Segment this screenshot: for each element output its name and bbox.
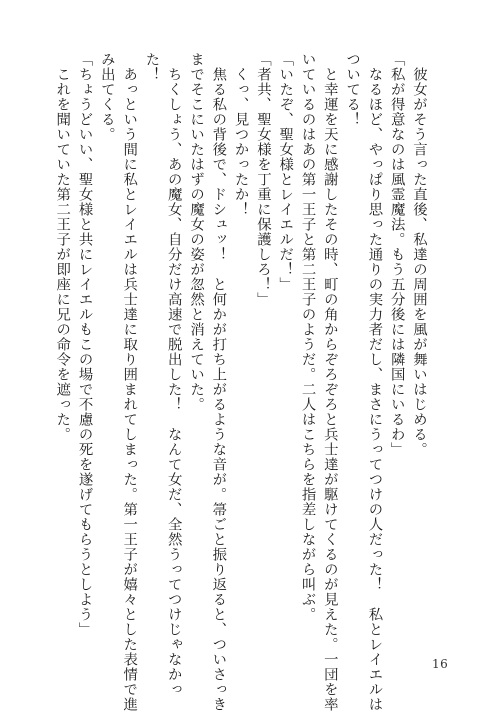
text-line: と幸運を天に感謝したその時、町の角からぞろぞろと兵士達が駆けてくるのが見えた。一団を率 [321,52,338,712]
text-line: くっ、見つかったか！ [232,52,249,217]
vertical-text-body [51,52,430,712]
page-number: 16 [432,657,449,671]
text-line: 彼女がそう言った直後、私達の周囲を風が舞いはじめる。 [411,52,427,457]
text-line: あっという間に私とレイエルは兵士達に取り囲まれてしまった。第一王子が嬉々とした表情で進 [121,52,138,712]
text-line: までそこにいたはずの魔女の姿が忽然と消えていた。 [188,52,205,412]
text-line: いているのはあの第一王子と第二王子のようだ。二人はこちらを指差しながら叫ぶ。 [299,52,316,622]
text-line: 焦る私の背後で、ドシュッ！ と何かが打ち上がるような音が。箒ごと振り返ると、ついさっき [210,52,227,712]
text-line: ついてる！ [344,52,361,127]
text-line: た！ [143,52,160,82]
text-line: ちくしょう、あの魔女、自分だけ高速で脱出した！ なんて女だ、全然うってつけじゃなかっ [165,52,182,697]
text-line: み出てくる。 [98,52,115,142]
text-line: これを聞いていた第二王子が即座に兄の命令を遮った。 [54,52,71,442]
text-line: 「私が得意なのは風霊魔法。もう五分後には隣国にいるわ」 [388,52,405,457]
text-line: 「いたぞ、聖女様とレイエルだ！」 [277,52,294,292]
text-line: なるほど、やっぱり思った通りの実力者だし、まさにうってつけの人だった！ 私とレイエルは [366,52,383,712]
text-line: 「ちょうどいい、聖女様と共にレイエルもこの場で不慮の死を遂げてもらうとしよう」 [76,52,93,637]
text-line: 「者共、聖女様を丁重に保護しろ！」 [254,52,271,307]
